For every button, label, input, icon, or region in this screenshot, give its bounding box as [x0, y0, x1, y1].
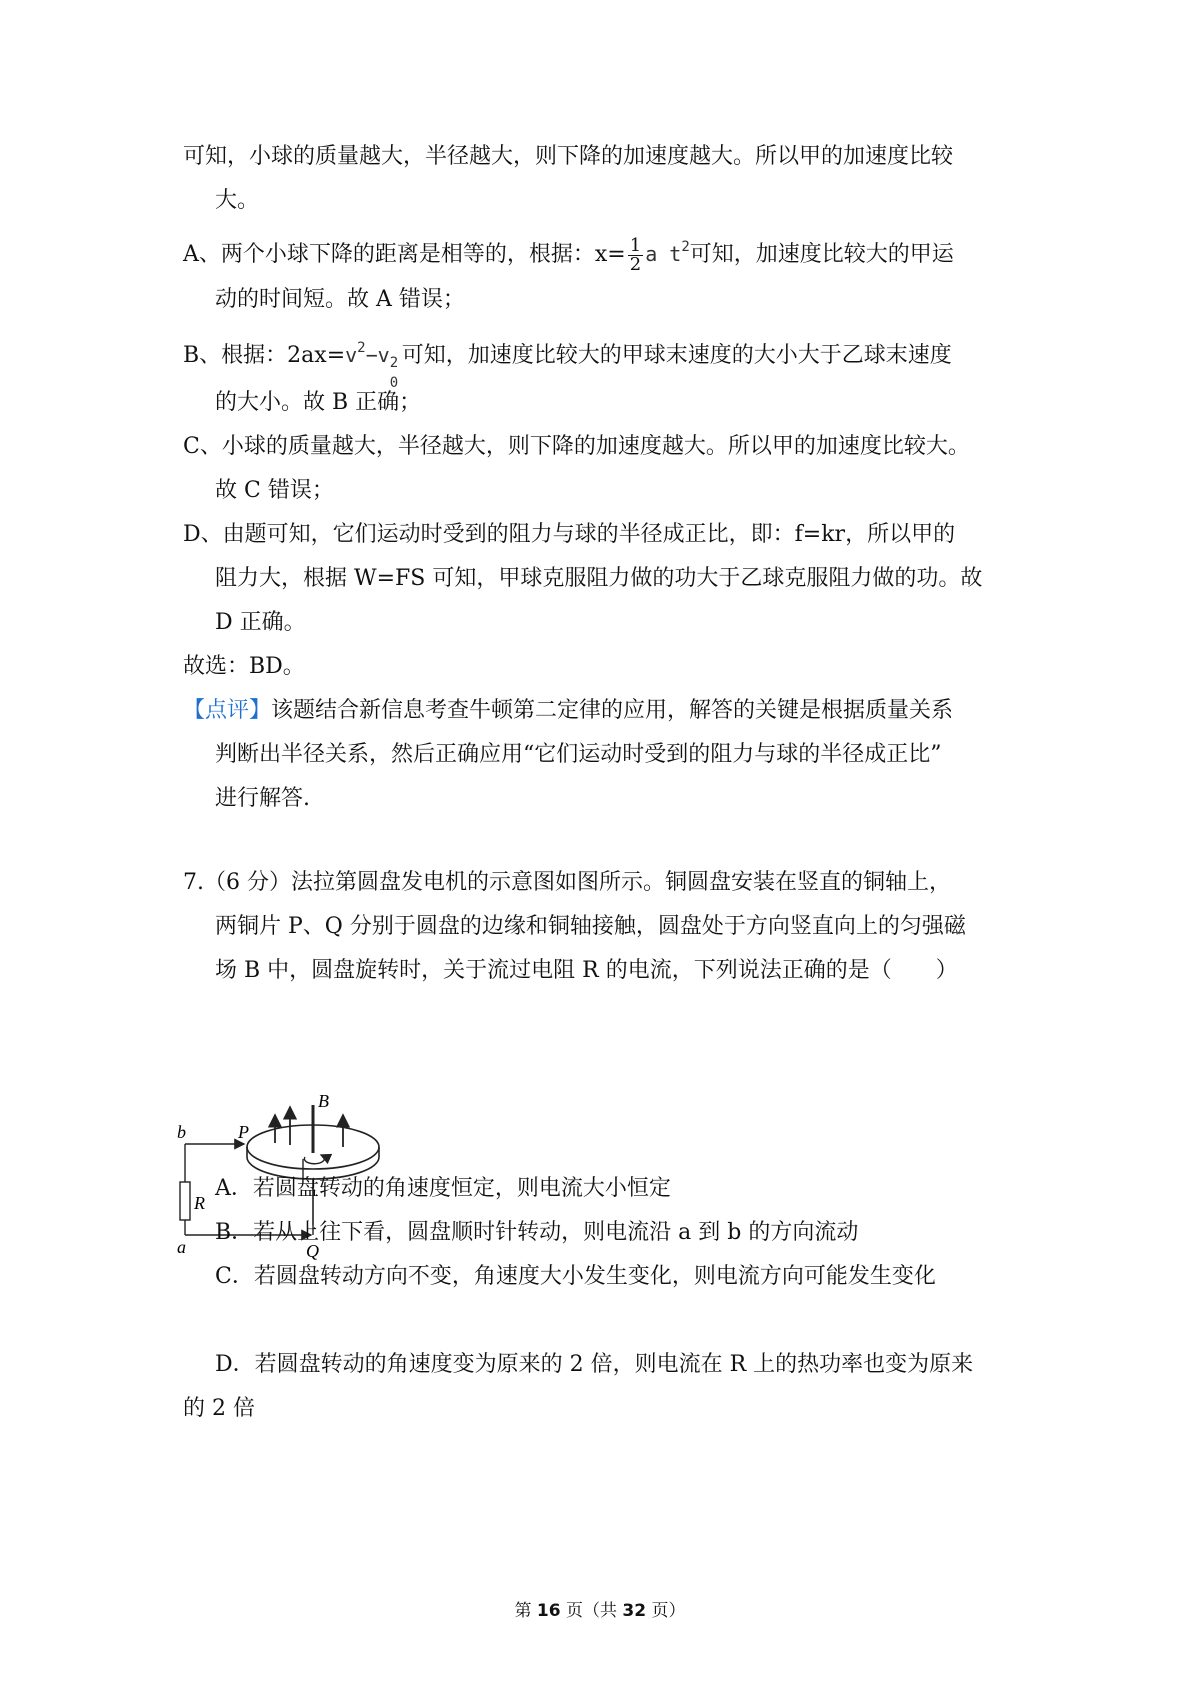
math-v0-subscript: 0: [389, 375, 399, 391]
fraction-one-half: [628, 234, 643, 275]
footer-suffix: 页）: [651, 1601, 686, 1621]
option-a[interactable]: A．若圆盘转动的角速度恒定，则电流大小恒定: [215, 1176, 671, 1201]
question-7-line-3: 场 B 中，圆盘旋转时，关于流过电阻 R 的电流，下列说法正确的是（ ）: [215, 958, 958, 983]
option-d-analysis-line-3: D 正确。: [215, 610, 306, 635]
option-b-analysis-prefix: B、根据：2ax=: [183, 343, 346, 368]
review-line-3: 进行解答.: [215, 786, 310, 811]
option-b-analysis: [183, 333, 952, 391]
review-line-2: 判断出半径关系，然后正确应用“它们运动时受到的阻力与球的半径成正比”: [215, 742, 942, 767]
math-v0-superscript: 2: [389, 355, 399, 371]
review-tag: 【点评】: [183, 698, 272, 723]
option-b[interactable]: B．若从上往下看，圆盘顺时针转动，则电流沿 a 到 b 的方向流动: [215, 1220, 859, 1245]
option-c-analysis-line-2: 故 C 错误；: [215, 478, 334, 503]
review-line-1: [183, 696, 953, 726]
resistor: [180, 1182, 190, 1220]
math-at: a t: [645, 242, 682, 266]
option-d-analysis-line-2: 阻力大，根据 W=FS 可知，甲球克服阻力做的功大于乙球克服阻力做的功。故: [215, 566, 983, 591]
total-pages: 32: [622, 1601, 647, 1621]
math-square: 2: [681, 239, 690, 255]
label-p: P: [238, 1122, 249, 1142]
answer-line: 故选：BD。: [183, 654, 305, 679]
option-b-analysis-suffix: 可知，加速度比较大的甲球末速度的大小大于乙球末速度: [401, 343, 952, 368]
page-number: 16: [536, 1601, 561, 1621]
option-b-analysis-line-2: 的大小。故 B 正确；: [215, 390, 422, 415]
option-a-analysis-line-2: 动的时间短。故 A 错误；: [215, 287, 465, 312]
footer-prefix: 第: [514, 1601, 532, 1621]
option-c[interactable]: C．若圆盘转动方向不变，角速度大小发生变化，则电流方向可能发生变化: [215, 1264, 936, 1289]
label-b-field: B: [318, 1091, 329, 1111]
option-c-analysis: C、小球的质量越大，半径越大，则下降的加速度越大。所以甲的加速度比较大。: [183, 434, 970, 459]
question-7-line-1: 7.（6 分）法拉第圆盘发电机的示意图如图所示。铜圆盘安装在竖直的铜轴上，: [183, 870, 951, 895]
option-a-analysis-prefix: A、两个小球下降的距离是相等的，根据：x=: [183, 242, 626, 267]
fraction-numerator: 1: [629, 234, 642, 256]
solution-line-1: 可知，小球的质量越大，半径越大，则下降的加速度越大。所以甲的加速度比较: [183, 144, 954, 169]
label-b-node: b: [177, 1122, 186, 1142]
label-q: Q: [306, 1241, 319, 1261]
math-v: v: [345, 343, 358, 367]
label-a-node: a: [177, 1237, 186, 1257]
option-d-analysis: D、由题可知，它们运动时受到的阻力与球的半径成正比，即：f=kr，所以甲的: [183, 522, 956, 547]
option-a-analysis-suffix: 可知，加速度比较大的甲运: [689, 242, 954, 267]
fraction-denominator: 2: [629, 253, 642, 275]
question-7-line-2: 两铜片 P、Q 分别于圆盘的边缘和铜轴接触，圆盘处于方向竖直向上的匀强磁: [215, 914, 966, 939]
option-a-analysis: [183, 232, 954, 274]
math-minus-v: −v: [365, 343, 390, 367]
label-r: R: [194, 1193, 205, 1213]
page-footer: [0, 1596, 1200, 1621]
review-text: 该题结合新信息考查牛顿第二定律的应用，解答的关键是根据质量关系: [271, 698, 954, 723]
option-d[interactable]: D．若圆盘转动的角速度变为原来的 2 倍，则电流在 R 上的热功率也变为原来: [215, 1352, 974, 1377]
option-d-line-2: 的 2 倍: [183, 1396, 255, 1421]
footer-middle: 页（共: [566, 1601, 617, 1621]
solution-line-2: 大。: [215, 188, 260, 213]
math-v-square: 2: [357, 340, 366, 356]
